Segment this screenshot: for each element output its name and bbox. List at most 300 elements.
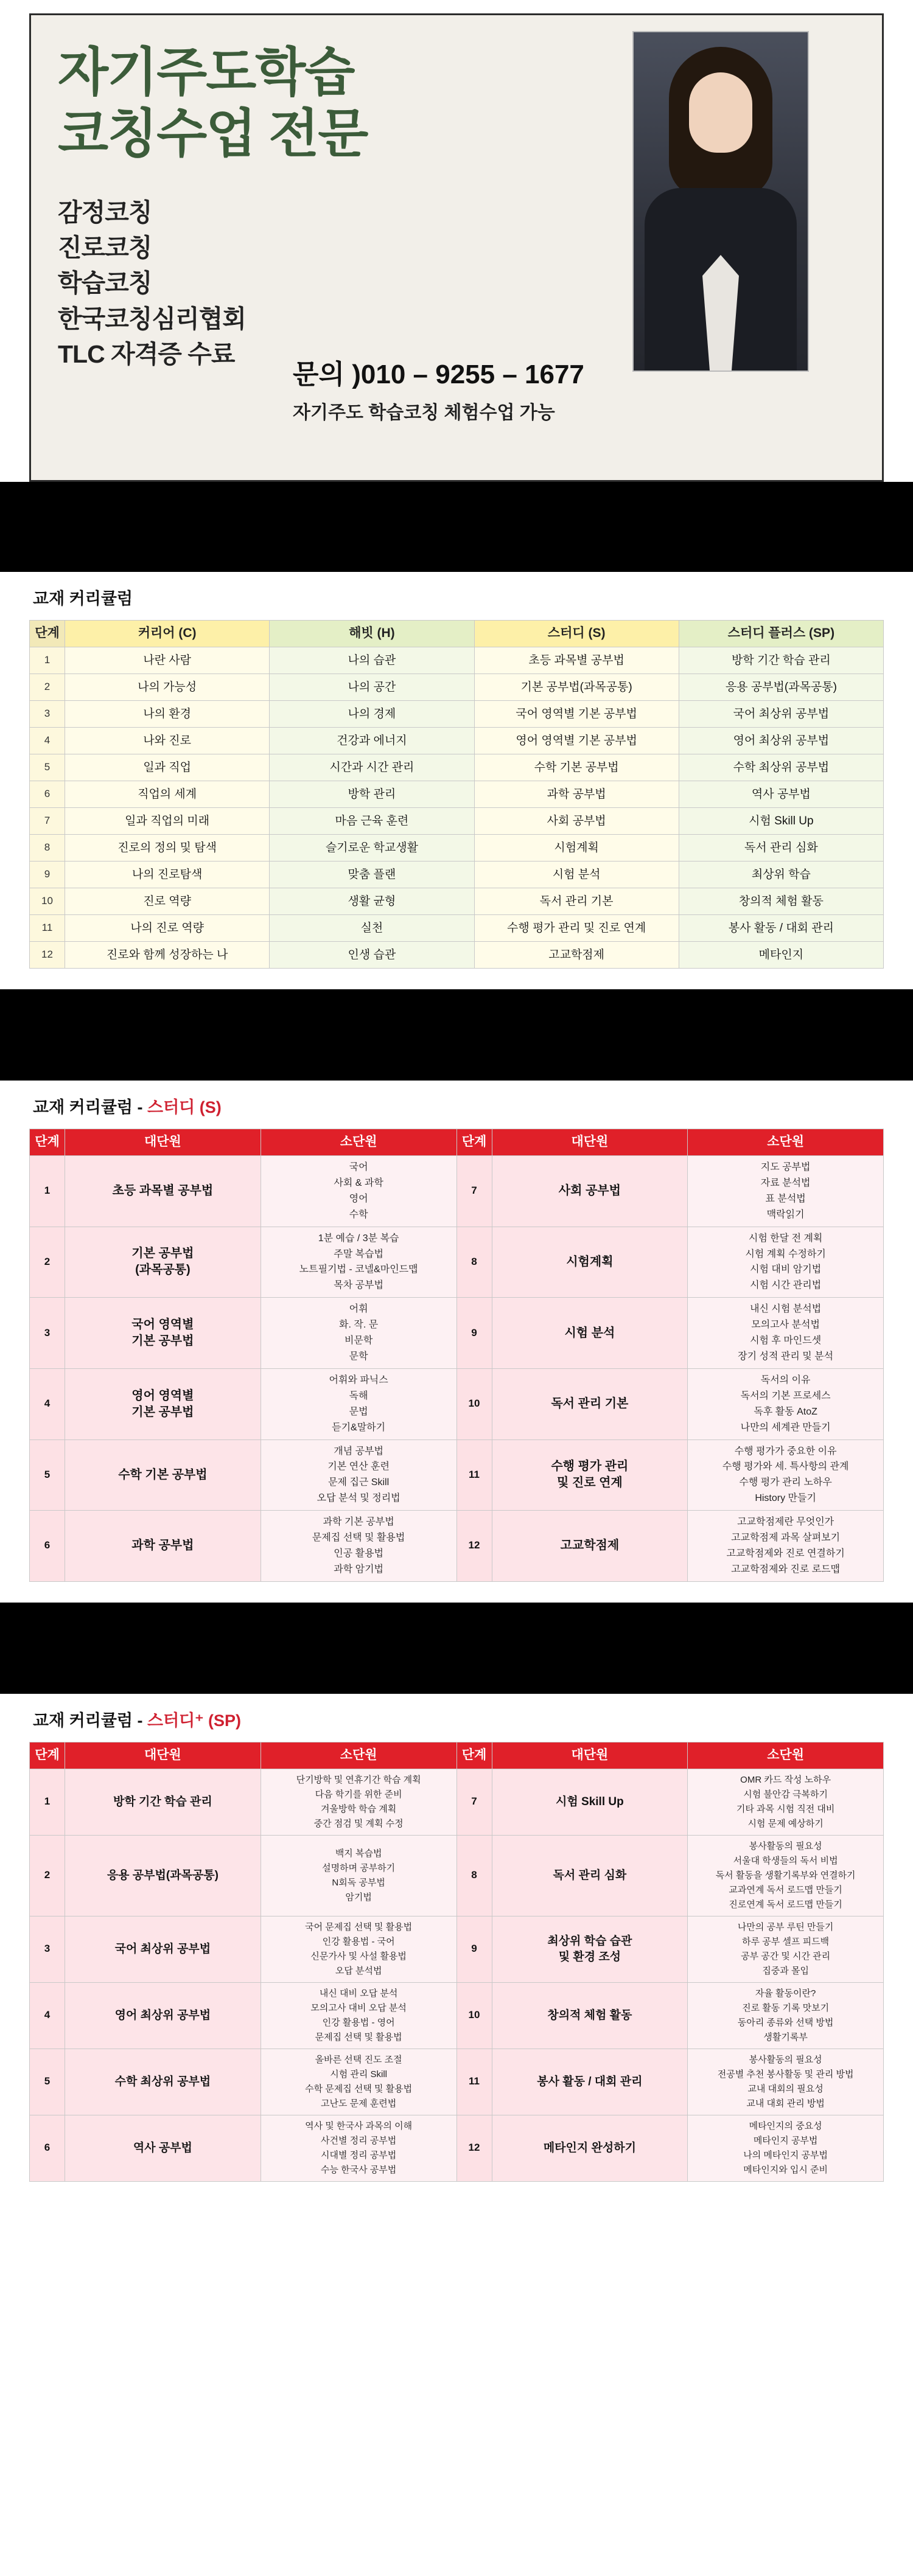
cell-habit: 실천: [270, 915, 474, 942]
table-row: [30, 1835, 884, 1916]
col-header-career: 커리어 (C): [65, 621, 270, 647]
cell-habit: 슬기로운 학교생활: [270, 835, 474, 862]
unit-line: 방학 기간 학습 관리: [113, 1795, 212, 1808]
table-row: [30, 701, 884, 728]
cell-step-left: 5: [30, 2049, 65, 2115]
col-header-subunit-right: 소단원: [688, 1742, 884, 1769]
cell-step: 11: [30, 915, 65, 942]
cell-subunit-right: [688, 1835, 884, 1916]
cell-subunit-right: [688, 1368, 884, 1439]
table-row: [30, 1916, 884, 1982]
cell-step-left: 6: [30, 2115, 65, 2181]
subunit-item: 생활기록부: [763, 2031, 808, 2042]
cell-step-right: 11: [456, 2049, 492, 2115]
cell-habit: 방학 관리: [270, 781, 474, 808]
cell-habit: 나의 습관: [270, 647, 474, 674]
table-row: [30, 1298, 884, 1369]
cell-subunit-left: [261, 1916, 456, 1982]
subunit-item: 어휘: [349, 1304, 368, 1315]
cell-habit: 나의 공간: [270, 674, 474, 701]
subunit-item: 화. 작. 문: [339, 1320, 379, 1331]
cell-career: 일과 직업: [65, 754, 270, 781]
subunit-item: 오답 분석 및 정리법: [317, 1493, 401, 1504]
unit-line: 고교학점제: [560, 1539, 620, 1553]
subunit-item: 내신 대비 오답 분석: [319, 1988, 398, 1999]
cell-study-plus: 독서 관리 심화: [679, 835, 883, 862]
unit-line: (과목공통): [135, 1263, 191, 1277]
cell-study: 수행 평가 관리 및 진로 연계: [474, 915, 679, 942]
cell-unit-right: [492, 1835, 688, 1916]
cell-unit-right: [492, 1916, 688, 1982]
hero-subtitle-3: 학습코칭: [58, 269, 152, 298]
cell-career: 나의 가능성: [65, 674, 270, 701]
cell-step-right: 10: [456, 1982, 492, 2049]
cell-step-left: 4: [30, 1368, 65, 1439]
study-detail-body: [30, 1156, 884, 1582]
section2-heading: [29, 1081, 884, 1129]
unit-line: 영어 영역별: [131, 1388, 194, 1402]
col-header-study: 스터디 (S): [474, 621, 679, 647]
cell-subunit-left: [261, 1982, 456, 2049]
unit-line: 기본 공부법: [131, 1334, 194, 1348]
cell-step-left: 1: [30, 1769, 65, 1835]
unit-line: 최상위 학습 습관: [547, 1935, 632, 1948]
cell-step: 4: [30, 728, 65, 754]
subunit-item: 서울대 학생들의 독서 비법: [733, 1855, 838, 1866]
table-header-row: [30, 1129, 884, 1156]
cell-study-plus: 방학 기간 학습 관리: [679, 647, 883, 674]
cell-unit-right: [492, 1439, 688, 1511]
cell-subunit-left: [261, 1298, 456, 1369]
col-header-unit-left: 대단원: [65, 1742, 261, 1769]
cell-career: 나와 진로: [65, 728, 270, 754]
subunit-item: 독서의 기본 프로세스: [740, 1390, 831, 1401]
section3-heading-accent: 스터디⁺ (SP): [147, 1711, 241, 1730]
cell-step-right: 8: [456, 1227, 492, 1298]
subunit-item: 표 분석법: [765, 1193, 806, 1204]
hero-subtitle-5: TLC 자격증 수료: [58, 339, 235, 368]
photo-face-shape: [689, 72, 752, 153]
cell-career: 나의 진로 역량: [65, 915, 270, 942]
section-curriculum-overview: [0, 572, 913, 969]
unit-line: 응용 공부법(과목공통): [107, 1868, 219, 1882]
table-row: [30, 1769, 884, 1835]
hero-subtitle-1: 감정코칭: [58, 198, 152, 226]
cell-subunit-left: [261, 1227, 456, 1298]
cell-career: 진로의 정의 및 탐색: [65, 835, 270, 862]
cell-subunit-left: [261, 2115, 456, 2181]
cell-career: 진로 역량: [65, 888, 270, 915]
subunit-item: 중간 점검 및 계획 수정: [313, 1818, 404, 1829]
divider-band-2: [0, 989, 913, 1081]
cell-step-left: 4: [30, 1982, 65, 2049]
subunit-item: 인강 활용법 - 국어: [322, 1936, 395, 1947]
cell-career: 일과 직업의 미래: [65, 808, 270, 835]
subunit-item: 전공별 추천 봉사활동 및 관리 방법: [717, 2069, 854, 2080]
hero-card: [29, 13, 884, 482]
cell-study: 고교학점제: [474, 942, 679, 969]
cell-subunit-right: [688, 2049, 884, 2115]
table-row: [30, 647, 884, 674]
unit-line: 기본 공부법: [131, 1405, 194, 1419]
cell-step: 8: [30, 835, 65, 862]
col-header-unit-right: 대단원: [492, 1129, 688, 1156]
subunit-item: 고난도 문제 훈련법: [320, 2098, 397, 2109]
subunit-item: 과학 암기법: [334, 1564, 383, 1575]
subunit-item: 1분 예습 / 3분 복습: [318, 1233, 399, 1244]
subunit-item: 고교학점제와 진로 로드맵: [731, 1564, 841, 1575]
unit-line: 시험 Skill Up: [556, 1795, 624, 1808]
subunit-item: 장기 성적 관리 및 분석: [738, 1351, 834, 1362]
subunit-item: 맥락읽기: [766, 1209, 805, 1220]
col-header-step-left: 단계: [30, 1129, 65, 1156]
hero-section: [0, 0, 913, 482]
table-row: [30, 1227, 884, 1298]
col-header-step-right: 단계: [456, 1129, 492, 1156]
cell-step-right: 11: [456, 1439, 492, 1511]
subunit-item: 메타인지의 중요성: [749, 2120, 822, 2131]
subunit-item: 공부 공간 및 시간 관리: [741, 1951, 831, 1962]
subunit-item: 기본 연산 훈련: [327, 1461, 390, 1472]
cell-unit-right: [492, 1227, 688, 1298]
table-row: [30, 1982, 884, 2049]
hero-title-line-2: 코칭수업 전문: [58, 105, 368, 164]
cell-step-right: 9: [456, 1916, 492, 1982]
cell-study: 수학 기본 공부법: [474, 754, 679, 781]
subunit-item: 봉사활동의 필요성: [749, 1840, 822, 1851]
cell-step: 9: [30, 862, 65, 888]
cell-unit-left: [65, 1227, 261, 1298]
cell-subunit-right: [688, 1439, 884, 1511]
unit-line: 과학 공부법: [131, 1539, 194, 1553]
cell-career: 직업의 세계: [65, 781, 270, 808]
col-header-unit-left: 대단원: [65, 1129, 261, 1156]
cell-unit-left: [65, 1511, 261, 1582]
instructor-photo: [632, 31, 809, 372]
subunit-item: 인강 활용법 - 영어: [322, 2017, 395, 2028]
cell-step: 7: [30, 808, 65, 835]
subunit-item: 어휘와 파닉스: [329, 1374, 388, 1385]
cell-unit-right: [492, 1769, 688, 1835]
cell-career: 진로와 함께 성장하는 나: [65, 942, 270, 969]
subunit-item: 시험 불안감 극복하기: [743, 1789, 828, 1800]
cell-unit-right: [492, 1298, 688, 1369]
cell-habit: 맞춤 플랜: [270, 862, 474, 888]
cell-study: 기본 공부법(과목공통): [474, 674, 679, 701]
subunit-item: 메타인지 공부법: [753, 2135, 818, 2146]
cell-unit-right: [492, 1982, 688, 2049]
cell-step-right: 7: [456, 1769, 492, 1835]
unit-line: 영어 최상위 공부법: [114, 2008, 211, 2022]
subunit-item: 시험 시간 관리법: [750, 1280, 822, 1291]
table-row: [30, 674, 884, 701]
cell-habit: 마음 근육 훈련: [270, 808, 474, 835]
subunit-item: 오답 분석법: [335, 1965, 382, 1976]
table-row: [30, 1439, 884, 1511]
unit-line: 시험 분석: [564, 1326, 615, 1340]
cell-study-plus: 역사 공부법: [679, 781, 883, 808]
cell-step: 2: [30, 674, 65, 701]
cell-unit-right: [492, 2115, 688, 2181]
subunit-item: 봉사활동의 필요성: [749, 2054, 822, 2065]
col-header-unit-right: 대단원: [492, 1742, 688, 1769]
subunit-item: 백지 복습법: [335, 1848, 382, 1859]
table-row: [30, 781, 884, 808]
subunit-item: 영어: [349, 1193, 368, 1204]
subunit-item: 과학 기본 공부법: [323, 1517, 394, 1528]
table-row: [30, 728, 884, 754]
subunit-item: 수행 평가가 중요한 이유: [734, 1446, 837, 1457]
col-header-habit: 해빗 (H): [270, 621, 474, 647]
subunit-item: 주말 복습법: [334, 1248, 383, 1259]
cell-step-right: 12: [456, 2115, 492, 2181]
subunit-item: 집중과 몰입: [762, 1965, 809, 1976]
subunit-item: 메타인지와 입시 준비: [743, 2164, 828, 2175]
subunit-item: 문법: [349, 1406, 368, 1417]
cell-habit: 생활 균형: [270, 888, 474, 915]
cell-step-left: 2: [30, 1835, 65, 1916]
subunit-item: 문제 집근 Skill: [328, 1477, 390, 1488]
subunit-item: 시험 대비 암기법: [750, 1264, 822, 1275]
col-header-study-plus: 스터디 플러스 (SP): [679, 621, 883, 647]
cell-subunit-left: [261, 1511, 456, 1582]
subunit-item: 시험 관리 Skill: [330, 2069, 388, 2080]
cell-study-plus: 창의적 체험 활동: [679, 888, 883, 915]
cell-unit-left: [65, 1439, 261, 1511]
subunit-item: 고교학점제와 진로 연결하기: [726, 1548, 845, 1559]
subunit-item: 모의고사 대비 오답 분석: [310, 2002, 407, 2013]
divider-band-3: [0, 1603, 913, 1694]
cell-unit-left: [65, 1368, 261, 1439]
table-row: [30, 1368, 884, 1439]
subunit-item: 국어: [349, 1162, 368, 1172]
unit-line: 수행 평가 관리: [551, 1460, 629, 1474]
subunit-item: 비문학: [344, 1335, 373, 1346]
cell-step-right: 12: [456, 1511, 492, 1582]
subunit-item: 노트필기법 - 코넬&마인드맵: [299, 1264, 418, 1275]
cell-subunit-right: [688, 1769, 884, 1835]
cell-subunit-right: [688, 2115, 884, 2181]
unit-line: 초등 과목별 공부법: [112, 1184, 214, 1198]
subunit-item: 설명하며 공부하기: [322, 1862, 396, 1873]
table-row: [30, 2049, 884, 2115]
unit-line: 수학 기본 공부법: [118, 1467, 208, 1481]
table-row: [30, 888, 884, 915]
section-study-plus-detail: [0, 1694, 913, 2182]
cell-study: 사회 공부법: [474, 808, 679, 835]
subunit-item: 신문가사 및 사설 활용법: [310, 1951, 407, 1962]
subunit-item: 교내 대회 관리 방법: [746, 2098, 825, 2109]
cell-study: 과학 공부법: [474, 781, 679, 808]
subunit-item: 수능 한국사 공부법: [320, 2164, 397, 2175]
subunit-item: 시대별 정리 공부법: [320, 2150, 397, 2160]
table-row: [30, 2115, 884, 2181]
cell-step-right: 10: [456, 1368, 492, 1439]
subunit-item: 문학: [349, 1351, 368, 1362]
table-row: [30, 1511, 884, 1582]
table-header-row: [30, 621, 884, 647]
subunit-item: 진로 활동 기록 맛보기: [742, 2002, 830, 2013]
cell-step-left: 6: [30, 1511, 65, 1582]
unit-line: 독서 관리 기본: [551, 1397, 629, 1411]
cell-study: 국어 영역별 기본 공부법: [474, 701, 679, 728]
subunit-item: 지도 공부법: [760, 1162, 811, 1172]
cell-unit-left: [65, 2049, 261, 2115]
cell-subunit-left: [261, 1156, 456, 1227]
cell-step: 12: [30, 942, 65, 969]
cell-habit: 인생 습관: [270, 942, 474, 969]
subunit-item: 역사 및 한국사 과목의 이해: [305, 2120, 413, 2131]
section3-heading: [29, 1694, 884, 1742]
subunit-item: History 만들기: [755, 1493, 816, 1504]
subunit-item: 자율 활동이란?: [755, 1988, 816, 1999]
cell-subunit-right: [688, 1916, 884, 1982]
subunit-item: OMR 카드 작성 노하우: [740, 1774, 831, 1785]
unit-line: 기본 공부법: [131, 1247, 194, 1261]
contact-phone[interactable]: 문의 )010 – 9255 – 1677: [293, 360, 584, 389]
cell-subunit-left: [261, 2049, 456, 2115]
subunit-item: 수학 문제집 선택 및 활용법: [305, 2083, 413, 2094]
cell-study-plus: 시험 Skill Up: [679, 808, 883, 835]
cell-study: 독서 관리 기본: [474, 888, 679, 915]
cell-unit-left: [65, 2115, 261, 2181]
cell-unit-left: [65, 1982, 261, 2049]
cell-subunit-right: [688, 1227, 884, 1298]
cell-study-plus: 메타인지: [679, 942, 883, 969]
cell-career: 나의 환경: [65, 701, 270, 728]
subunit-item: 수학: [349, 1209, 368, 1220]
cell-unit-right: [492, 2049, 688, 2115]
cell-habit: 건강과 에너지: [270, 728, 474, 754]
hero-subtitle-2: 진로코칭: [58, 234, 152, 262]
subunit-item: 사회 & 과학: [334, 1177, 383, 1188]
subunit-item: 사건별 정리 공부법: [320, 2135, 397, 2146]
subunit-item: 고교학점제 과목 살펴보기: [731, 1533, 841, 1544]
cell-step-right: 9: [456, 1298, 492, 1369]
study-plus-detail-body: [30, 1769, 884, 2181]
cell-study-plus: 응용 공부법(과목공통): [679, 674, 883, 701]
cell-study: 영어 영역별 기본 공부법: [474, 728, 679, 754]
study-detail-table: [29, 1129, 884, 1582]
unit-line: 수학 최상위 공부법: [114, 2075, 211, 2088]
cell-unit-right: [492, 1156, 688, 1227]
cell-subunit-right: [688, 1298, 884, 1369]
col-header-subunit-left: 소단원: [261, 1129, 456, 1156]
cell-step-right: 8: [456, 1835, 492, 1916]
subunit-item: 모의고사 분석법: [751, 1320, 820, 1331]
subunit-item: 독해: [349, 1390, 368, 1401]
cell-study-plus: 영어 최상위 공부법: [679, 728, 883, 754]
cell-subunit-left: [261, 1835, 456, 1916]
section2-heading-accent: 스터디 (S): [147, 1098, 222, 1116]
subunit-item: 나만의 세계관 만들기: [740, 1422, 831, 1433]
study-plus-detail-table: [29, 1742, 884, 2182]
subunit-item: 고교학점제란 무엇인가: [737, 1517, 834, 1528]
subunit-item: 국어 문제집 선택 및 활용법: [305, 1921, 413, 1932]
subunit-item: 시험 한달 전 계획: [748, 1233, 823, 1244]
hero-subtitle-4: 한국코칭심리협회: [58, 304, 246, 333]
subunit-item: 시험 계획 수정하기: [745, 1248, 826, 1259]
cell-unit-right: [492, 1511, 688, 1582]
subunit-item: 교내 대회의 필요성: [747, 2083, 824, 2094]
subunit-item: 하루 공부 셀프 피드백: [742, 1936, 830, 1947]
subunit-item: 문제집 선택 및 활용법: [312, 1533, 405, 1544]
cell-subunit-right: [688, 1511, 884, 1582]
subunit-item: 동아리 종류와 선택 방법: [737, 2017, 834, 2028]
cell-study: 시험 분석: [474, 862, 679, 888]
cell-step: 6: [30, 781, 65, 808]
subunit-item: 나의 메타인지 공부법: [743, 2150, 828, 2160]
cell-step: 10: [30, 888, 65, 915]
unit-line: 및 진로 연계: [557, 1476, 623, 1490]
unit-line: 창의적 체험 활동: [547, 2008, 632, 2022]
contact-note: 자기주도 학습코칭 체험수업 가능: [293, 403, 555, 423]
subunit-item: 자료 분석법: [760, 1177, 811, 1188]
subunit-item: 겨울방학 학습 계획: [320, 1803, 397, 1814]
subunit-item: 내신 시험 분석법: [750, 1304, 822, 1315]
cell-step: 5: [30, 754, 65, 781]
cell-unit-left: [65, 1916, 261, 1982]
cell-step-left: 5: [30, 1439, 65, 1511]
subunit-item: 목차 공부법: [334, 1280, 383, 1291]
section3-heading-prefix: 교재 커리큘럼 -: [33, 1711, 147, 1730]
cell-step-left: 2: [30, 1227, 65, 1298]
cell-career: 나의 진로탐색: [65, 862, 270, 888]
cell-subunit-right: [688, 1982, 884, 2049]
cell-study-plus: 수학 최상위 공부법: [679, 754, 883, 781]
col-header-subunit-right: 소단원: [688, 1129, 884, 1156]
unit-line: 및 환경 조성: [558, 1950, 621, 1963]
cell-habit: 나의 경제: [270, 701, 474, 728]
unit-line: 독서 관리 심화: [553, 1868, 627, 1882]
cell-step-right: 7: [456, 1156, 492, 1227]
subunit-item: 수행 평가와 세. 특사항의 관계: [722, 1461, 849, 1472]
subunit-item: 독후 활동 AtoZ: [754, 1406, 817, 1417]
unit-line: 국어 영역별: [131, 1318, 194, 1332]
col-header-step-left: 단계: [30, 1742, 65, 1769]
table-row: [30, 754, 884, 781]
table-row: [30, 808, 884, 835]
section-study-detail: [0, 1081, 913, 1582]
table-row: [30, 835, 884, 862]
cell-step: 1: [30, 647, 65, 674]
col-header-subunit-left: 소단원: [261, 1742, 456, 1769]
cell-subunit-left: [261, 1439, 456, 1511]
col-header-step-right: 단계: [456, 1742, 492, 1769]
cell-subunit-right: [688, 1156, 884, 1227]
unit-line: 봉사 활동 / 대회 관리: [537, 2075, 643, 2088]
unit-line: 메타인지 완성하기: [543, 2141, 636, 2154]
cell-subunit-left: [261, 1769, 456, 1835]
cell-habit: 시간과 시간 관리: [270, 754, 474, 781]
divider-band-1: [0, 482, 913, 572]
subunit-item: 교과연계 독서 로드맵 만들기: [729, 1884, 842, 1895]
cell-study: 시험계획: [474, 835, 679, 862]
table-row: [30, 1156, 884, 1227]
table-header-row: [30, 1742, 884, 1769]
subunit-item: 올바른 선택 진도 조절: [315, 2054, 402, 2065]
subunit-item: 시험 문제 예상하기: [747, 1818, 824, 1829]
subunit-item: 개념 공부법: [334, 1446, 383, 1457]
cell-unit-left: [65, 1835, 261, 1916]
table-row: [30, 942, 884, 969]
curriculum-overview-table: [29, 620, 884, 969]
unit-line: 국어 최상위 공부법: [114, 1942, 211, 1955]
cell-step-left: 1: [30, 1156, 65, 1227]
subunit-item: 문제집 선택 및 활용법: [315, 2031, 402, 2042]
section2-heading-prefix: 교재 커리큘럼 -: [33, 1098, 147, 1116]
subunit-item: 인공 활용법: [334, 1548, 383, 1559]
